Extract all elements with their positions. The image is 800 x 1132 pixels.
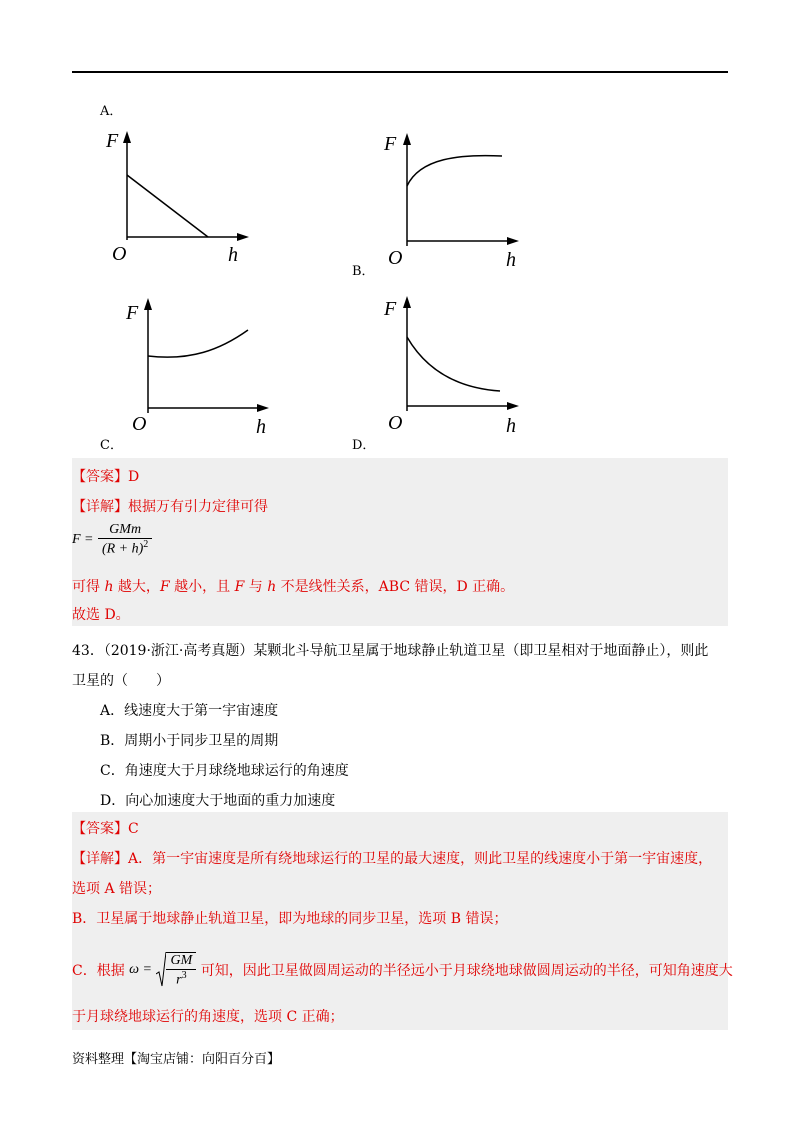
graph-d [380,293,540,438]
graph-a-x-label: h [228,244,238,266]
graph-a [100,125,260,270]
q43-choice-a: A．线速度大于第一宇宙速度 [100,703,279,719]
q43-detail-c2: 于月球绕地球运行的角速度，选项 C 正确； [72,1009,344,1025]
q42-final: 故选 D。 [72,607,130,623]
option-a-label: A． [100,104,123,119]
header-rule [72,71,728,73]
graph-d-y-label: F [384,298,397,320]
q42-answer: 【答案】D [72,469,140,485]
q43-detail-a2: 选项 A 错误； [72,881,162,897]
q43-choice-b: B．周期小于同步卫星的周期 [100,733,279,749]
option-c-label: C． [100,438,123,453]
graph-b-x-label: h [506,249,516,271]
q43-answer-box [72,812,733,1030]
graph-c-x-label: h [256,416,266,438]
graph-b [380,128,540,273]
q42-formula: F = $\frac{\text{GMm}}{(R + h)^2}$ [72,522,152,558]
q43-detail-c: C．根据 ω = $\frac{GM}{r^3}$ 可知，因此卫星做圆周运动的半径远小于月球绕地球做圆周运动的半径，可知角速度大 [72,950,733,990]
graph-b-y-label: F [384,133,397,155]
graph-c [120,295,280,440]
q42-detail: 【详解】根据万有引力定律可得 [72,499,268,515]
q43-stem-line1: 43．（2019·浙江·高考真题）某颗北斗导航卫星属于地球静止轨道卫星（即卫星相对于地面静止），则此 [72,643,709,659]
graph-c-y-label: F [126,302,139,324]
footer-note: 资料整理【淘宝店铺：向阳百分百】 [72,1052,281,1067]
q43-choice-d: D．向心加速度大于地面的重力加速度 [100,793,336,809]
option-d-label: D． [352,438,376,453]
q43-stem-line2: 卫星的（ ） [72,673,170,689]
q42-answer-box [72,458,728,626]
graph-a-y-label: F [106,130,119,152]
q43-answer: 【答案】C [72,821,139,837]
graph-c-origin: O [132,413,147,435]
graph-d-x-label: h [506,415,516,437]
q42-conclusion: 可得 h 越大，F 越小，且 F 与 h 不是线性关系，ABC 错误，D 正确。 [72,579,515,595]
q43-detail-b: B．卫星属于地球静止轨道卫星，即为地球的同步卫星，选项 B 错误； [72,911,508,927]
q43-choice-c: C．角速度大于月球绕地球运行的角速度 [100,763,349,779]
graph-b-origin: O [388,247,403,269]
option-b-label: B． [352,264,375,279]
q43-detail-a1: 【详解】A．第一宇宙速度是所有绕地球运行的卫星的最大速度，则此卫星的线速度小于第一宇宙速度， [72,851,713,867]
graph-a-origin: O [112,243,127,265]
sqrt-sign [156,950,166,990]
graph-d-origin: O [388,412,403,434]
